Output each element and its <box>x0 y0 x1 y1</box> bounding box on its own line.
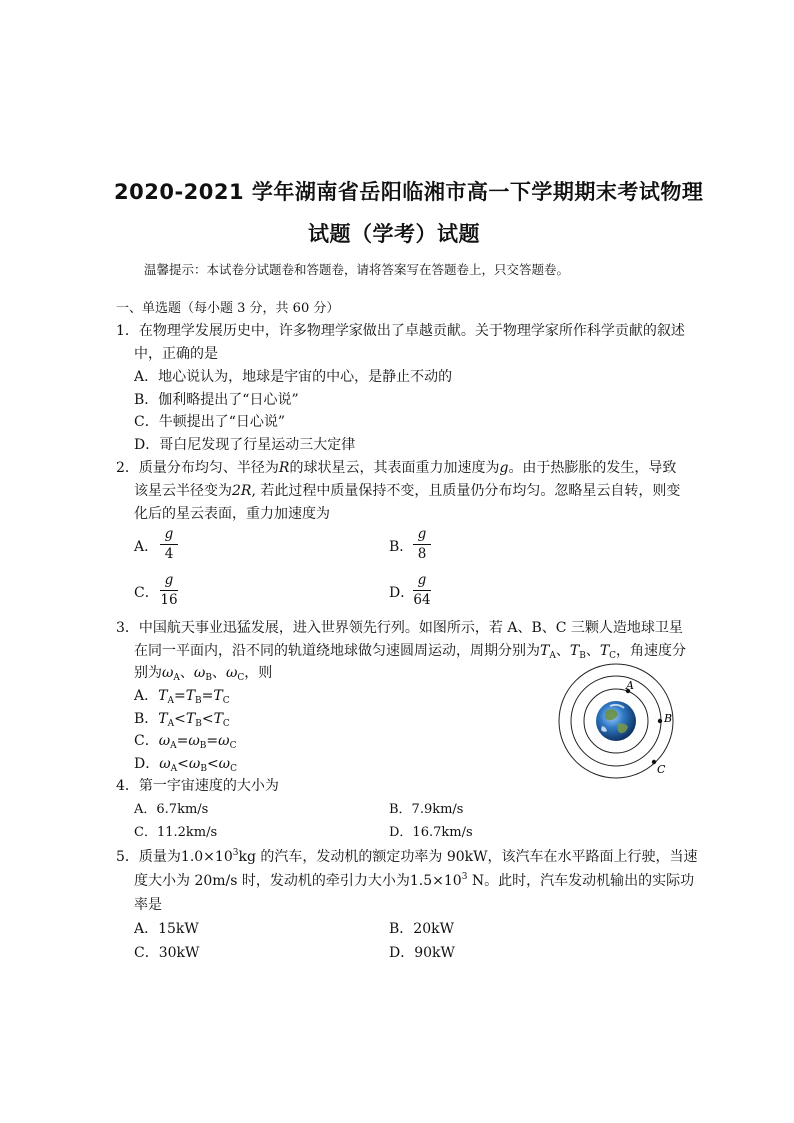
q2-option-a-label: A． <box>134 539 159 555</box>
q2-stem-line2: 该星云半径变为2R, 若此过程中质量保持不变，且质量仍分布均匀。忽略星云自转，则变 <box>134 483 681 499</box>
q4-option-a: A．6.7km/s <box>134 802 209 817</box>
q3-stem-line2: 在同一平面内，沿不同的轨道绕地球做匀速圆周运动，周期分别为$T_A$、$T_B$、$T_C$，角速度分 <box>134 643 687 661</box>
exam-tip: 温馨提示：本试卷分试题卷和答题卷，请将答案写在答题卷上，只交答题卷。 <box>144 262 570 277</box>
q3-option-a: A．$T_A=T_B=T_C$ <box>134 688 230 706</box>
q4-option-d: D．16.7km/s <box>389 825 473 840</box>
page-title-line1: 2020-2021 学年湖南省岳阳临湘市高一下学期期末考试物理 <box>114 180 704 204</box>
q1-option-d: D．哥白尼发现了行星运动三大定律 <box>134 437 356 453</box>
q2-option-b-fraction: g 8 <box>413 526 431 563</box>
q2-stem-line1: 2．质量分布均匀、半径为R的球状星云，其表面重力加速度为g。由于热膨胀的发生，导致 <box>116 460 677 476</box>
q3-stem-line1: 3．中国航天事业迅猛发展，进入世界领先行列。如图所示，若 A、B、C 三颗人造地球卫星 <box>116 620 683 636</box>
q4-option-c: C．11.2km/s <box>134 825 218 840</box>
q1-option-b: B．伽利略提出了“日心说” <box>134 392 299 408</box>
q5-option-d: D．90kW <box>389 945 455 961</box>
q2-option-d-label: D． <box>389 585 415 601</box>
q2-stem-line3: 化后的星云表面，重力加速度为 <box>134 506 330 522</box>
q5-option-c: C．30kW <box>134 945 200 961</box>
q5-stem-line1: 5．质量为$1.0\times 10^3kg$ 的汽车，发动机的额定功率为 90kW，该汽车在水平路面上行驶，当速 <box>116 848 698 865</box>
q2-option-a-fraction: g 4 <box>160 526 178 563</box>
q1-option-a: A．地心说认为，地球是宇宙的中心，是静止不动的 <box>134 369 453 385</box>
q5-option-a: A．15kW <box>134 921 199 937</box>
orbit-diagram <box>550 660 680 785</box>
q3-option-d: D．$\omega_A<\omega_B<\omega_C$ <box>134 756 237 774</box>
q2-option-b-label: B． <box>389 539 414 555</box>
satellite-b <box>658 719 662 723</box>
q1-stem-line1: 1．在物理学发展历史中，许多物理学家做出了卓越贡献。关于物理学家所作科学贡献的叙述 <box>116 323 685 339</box>
q3-option-c: C．$\omega_A=\omega_B=\omega_C$ <box>134 733 237 751</box>
satellite-c <box>652 760 656 764</box>
q5-stem-line3: 率是 <box>134 897 162 913</box>
section-header: 一、单选题（每小题 3 分，共 60 分） <box>116 301 340 316</box>
q2-option-d-fraction: g 64 <box>413 572 431 608</box>
q3-option-b: B．$T_A<T_B<T_C$ <box>134 711 230 729</box>
q5-option-b: B．20kW <box>389 921 454 937</box>
q2-option-c-fraction: g 16 <box>160 572 178 608</box>
q1-stem-line2: 中，正确的是 <box>134 346 218 362</box>
q4-stem: 4．第一宇宙速度的大小为 <box>116 778 279 794</box>
q4-option-b: B．7.9km/s <box>389 802 464 817</box>
q3-stem-line3: 别为$\omega_A$、$\omega_B$、$\omega_C$，则 <box>134 665 273 683</box>
q5-stem-line2: 度大小为 20m/s 时，发动机的牵引力大小为$1.5\times 10^3$ N。此时，汽车发动机输出的实际功 <box>134 872 695 889</box>
earth-icon <box>596 701 636 741</box>
q1-option-c: C．牛顿提出了“日心说” <box>134 414 286 430</box>
satellite-c-label: C <box>657 763 666 776</box>
satellite-b-label: B <box>664 712 673 725</box>
q2-option-c-label: C． <box>134 585 159 601</box>
satellite-a-label: A <box>626 679 634 692</box>
page-title-line2: 试题（学考）试题 <box>308 222 480 246</box>
